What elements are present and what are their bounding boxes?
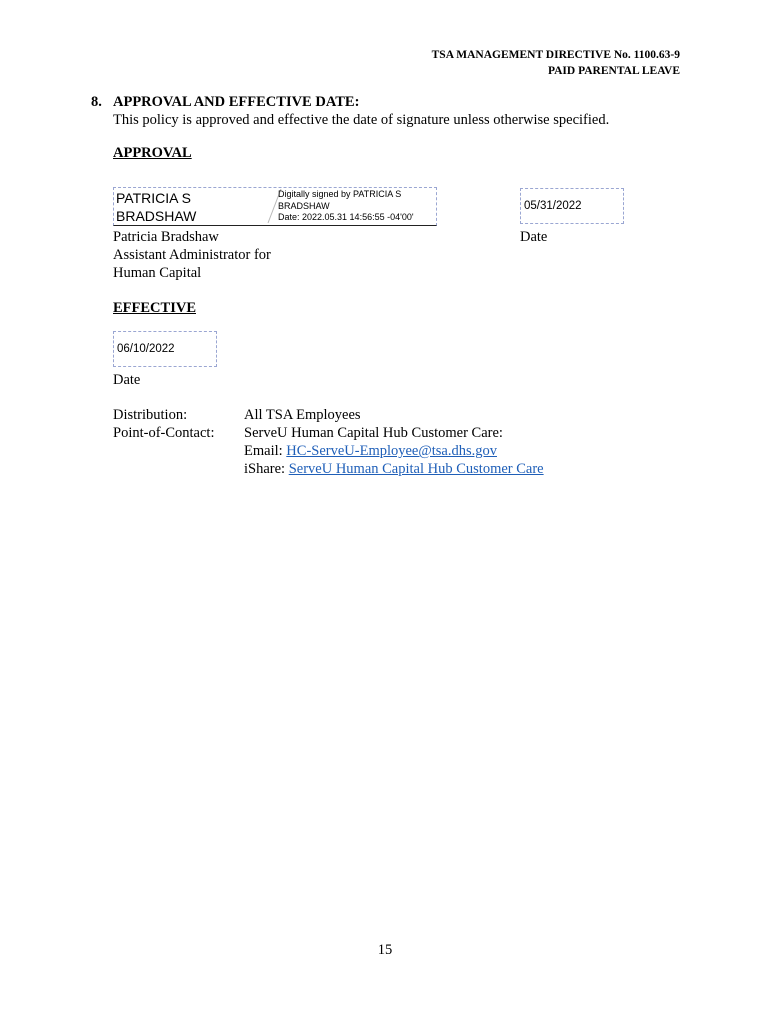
signature-detail-line1: Digitally signed by PATRICIA S [278, 189, 402, 199]
digital-signature-field[interactable] [113, 187, 437, 226]
contact-ishare-row [244, 460, 544, 478]
effective-heading: EFFECTIVE [113, 300, 196, 316]
page-number: 15 [377, 942, 393, 958]
distribution-label: Distribution: [113, 407, 188, 423]
contact-block [244, 424, 544, 478]
section-heading [91, 94, 359, 111]
email-link[interactable]: HC-ServeU-Employee@tsa.dhs.gov [286, 443, 497, 459]
signer-name: Patricia Bradshaw [113, 229, 219, 245]
signature-detail-line2: BRADSHAW [278, 200, 330, 211]
contact-email-row [244, 442, 544, 460]
signer-title-line2: Human Capital [113, 265, 202, 281]
signer-title-line1: Assistant Administrator for [113, 247, 271, 263]
ishare-prefix: iShare: [244, 461, 289, 477]
approval-date-label: Date [520, 229, 548, 245]
effective-date-label: Date [113, 372, 141, 388]
email-prefix: Email: [244, 443, 287, 459]
effective-date-value: 06/10/2022 [117, 343, 175, 355]
signature-detail-line3: Date: 2022.05.31 14:56:55 -04'00' [278, 212, 414, 222]
contact-line1: ServeU Human Capital Hub Customer Care: [244, 425, 503, 441]
signature-name-line2: BRADSHAW [116, 208, 197, 224]
effective-date-field[interactable] [113, 331, 217, 367]
contact-label: Point-of-Contact: [113, 425, 215, 441]
document-header [432, 47, 680, 79]
directive-title: PAID PARENTAL LEAVE [547, 65, 680, 77]
signature-name [116, 189, 196, 225]
approval-date-value: 05/31/2022 [524, 200, 582, 212]
approval-date-field[interactable] [520, 188, 624, 224]
signature-details [278, 189, 414, 224]
ishare-link[interactable]: ServeU Human Capital Hub Customer Care [288, 461, 544, 477]
signer-block [113, 228, 271, 282]
section-intro: This policy is approved and effective the date of signature unless otherwise specified. [113, 112, 610, 128]
section-title: APPROVAL AND EFFECTIVE DATE: [113, 94, 360, 110]
distribution-value: All TSA Employees [244, 407, 361, 423]
section-number: 8. [91, 94, 102, 110]
directive-number: TSA MANAGEMENT DIRECTIVE No. 1100.63-9 [431, 49, 680, 61]
signature-name-line1: PATRICIA S [116, 190, 191, 206]
approval-heading: APPROVAL [113, 145, 192, 161]
